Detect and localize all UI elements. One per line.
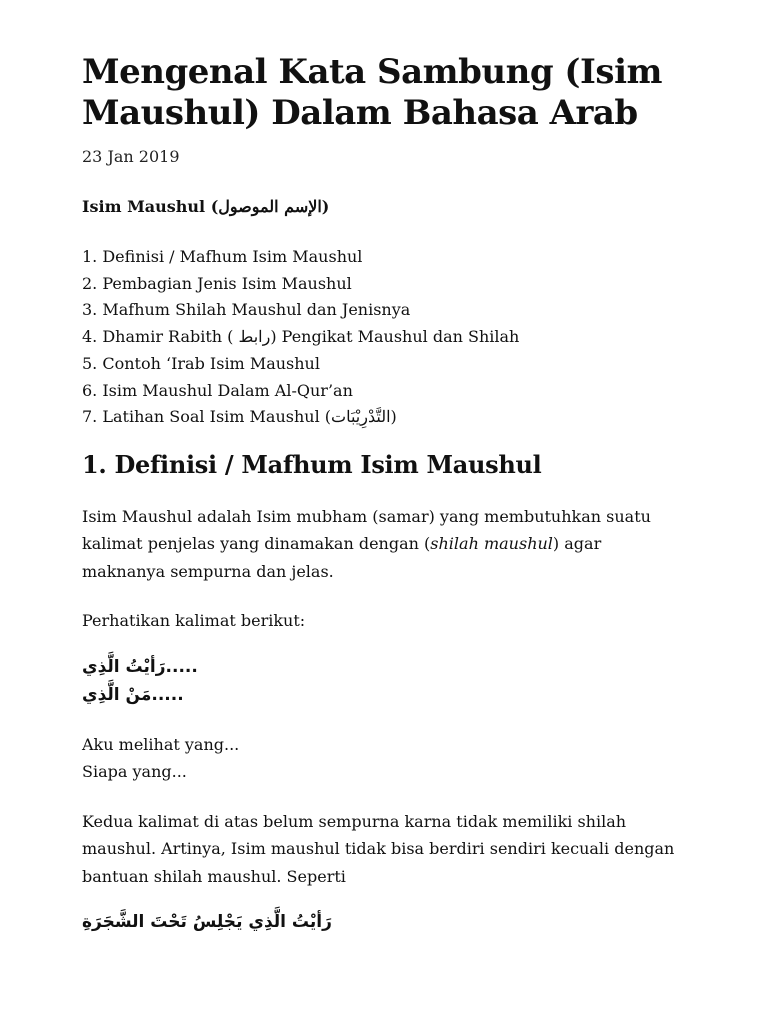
section-heading: 1. Definisi / Mafhum Isim Maushul bbox=[82, 449, 542, 479]
definition-text-start: Isim Maushul adalah Isim mubham (samar) yang membutuhkan suatu kalimat penjelas yang dinamakan dengan ( bbox=[82, 506, 651, 554]
table-of-contents bbox=[82, 244, 722, 431]
intro-paragraph: Perhatikan kalimat berikut: bbox=[82, 611, 306, 631]
definition-text-end: ) agar maknanya sempurna dan jelas. bbox=[82, 534, 602, 581]
toc-item-5[interactable]: 5. Contoh ‘Irab Isim Maushul bbox=[82, 353, 320, 373]
arabic-example-1: رَأيْتُ الَّذِي..... bbox=[82, 656, 198, 677]
publish-date: 23 Jan 2019 bbox=[82, 147, 180, 166]
toc-item-3[interactable]: 3. Mafhum Shilah Maushul dan Jenisnya bbox=[82, 300, 411, 320]
definition-italic-term: shilah maushul bbox=[430, 534, 553, 554]
toc-item-2[interactable]: 2. Pembagian Jenis Isim Maushul bbox=[82, 273, 352, 293]
arabic-full-example: رَأيْتُ الَّذِي يَجْلِسُ تَحْتَ الشَّجَرَةِ bbox=[82, 912, 332, 933]
article-title: Mengenal Kata Sambung (Isim Maushul) Dalam Bahasa Arab bbox=[82, 52, 662, 133]
translation-paragraph bbox=[82, 731, 722, 786]
toc-item-7[interactable]: 7. Latihan Soal Isim Maushul (التَّدْرِيْبَات) bbox=[82, 407, 397, 427]
arabic-examples bbox=[82, 653, 722, 709]
toc-item-1[interactable]: 1. Definisi / Mafhum Isim Maushul bbox=[82, 247, 363, 266]
explanation-paragraph: Kedua kalimat di atas belum sempurna karna tidak memiliki shilah maushul. Artinya, Isim maushul tidak bisa berdiri sendiri kecuali dengan bantuan shilah maushul. Seperti bbox=[82, 811, 675, 886]
article bbox=[82, 52, 722, 936]
definition-paragraph bbox=[82, 503, 682, 586]
toc-item-4[interactable]: 4. Dhamir Rabith ( رابط) Pengikat Maushul dan Shilah bbox=[82, 327, 520, 347]
translation-1: Aku melihat yang... bbox=[82, 734, 240, 754]
toc-item-6[interactable]: 6. Isim Maushul Dalam Al-Qur’an bbox=[82, 380, 353, 400]
section-subhead: Isim Maushul (الإسم الموصول) bbox=[82, 197, 330, 216]
translation-2: Siapa yang... bbox=[82, 762, 187, 782]
arabic-example-2: مَنْ الَّذِي..... bbox=[82, 684, 184, 705]
